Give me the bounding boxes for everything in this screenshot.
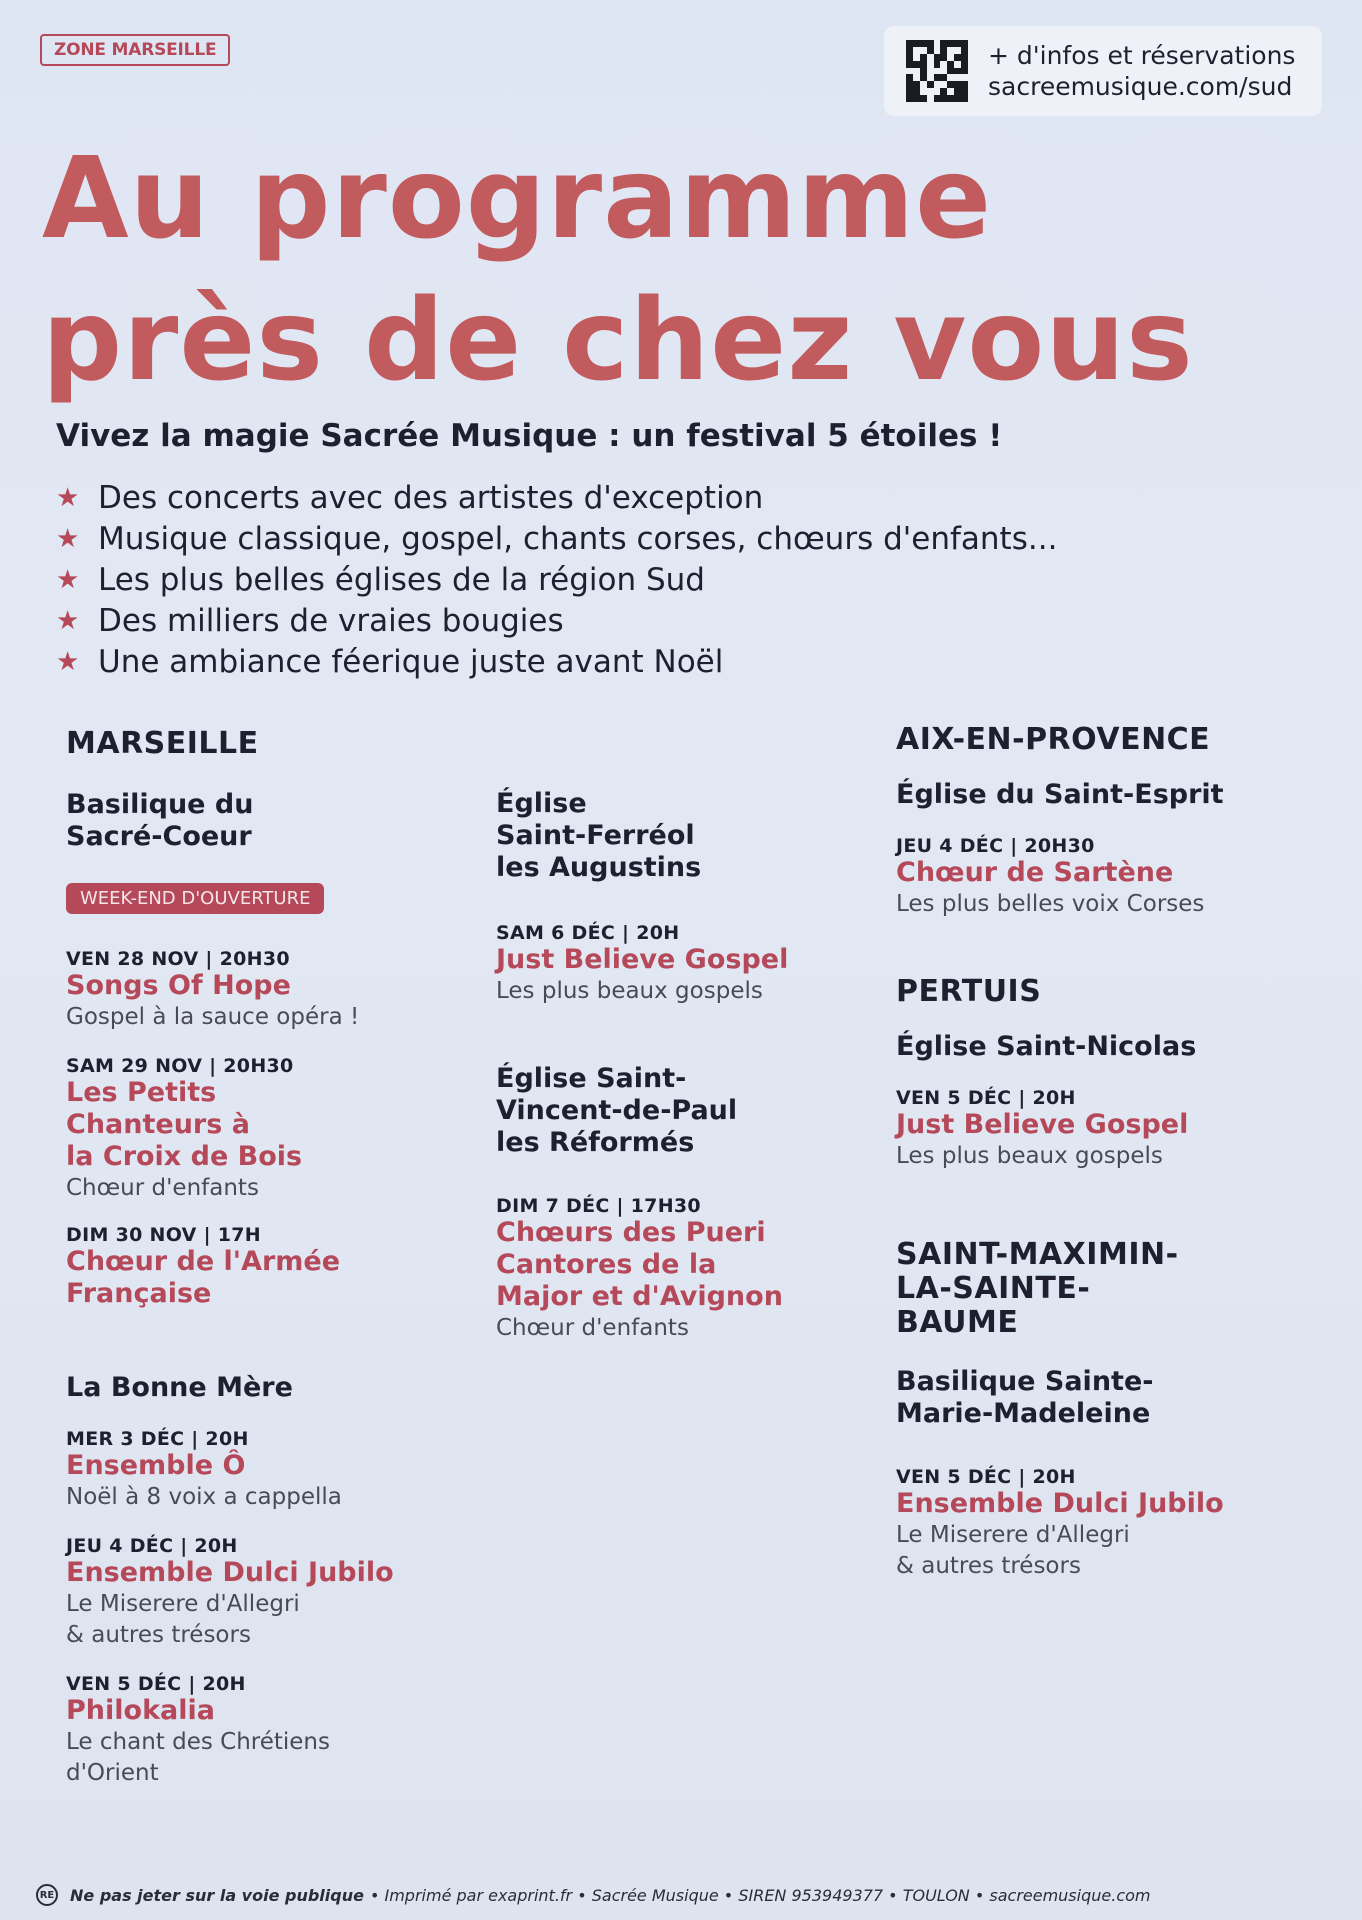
venue-heading: Basilique Sainte- Marie-Madeleine [896, 1366, 1154, 1429]
venue-heading: Église Saint-Nicolas [896, 1031, 1197, 1062]
venue-heading: Église Saint- Vincent-de-Paul les Réformés [496, 1063, 738, 1158]
footer-credits: • Imprimé par exaprint.fr • Sacrée Musique • SIREN 953949377 • TOULON • sacreemusique.com [369, 1885, 1151, 1905]
event-title: Chœur de l'Armée Française [66, 1246, 341, 1309]
event [896, 1466, 1336, 1582]
qr-code-icon[interactable] [906, 40, 968, 102]
event-desc: Chœur d'enfants [66, 1175, 259, 1201]
event [66, 948, 486, 1033]
feature-item: ★ Des concerts avec des artistes d'exception [56, 478, 1057, 519]
feature-item: ★ Des milliers de vraies bougies [56, 601, 1057, 642]
city-heading: AIX-EN-PROVENCE [896, 722, 1211, 757]
event-date: JEU 4 DÉC | 20H [66, 1535, 238, 1557]
event-desc: Le chant des Chrétiens d'Orient [66, 1729, 330, 1786]
event-desc: Les plus belles voix Corses [896, 891, 1205, 917]
opening-weekend-badge: WEEK-END D'OUVERTURE [66, 883, 324, 914]
event-title: Songs Of Hope [66, 970, 291, 1001]
event-date: JEU 4 DÉC | 20H30 [896, 835, 1095, 857]
feature-list [56, 478, 1057, 683]
event-date: VEN 5 DÉC | 20H [896, 1466, 1076, 1488]
city-heading: PERTUIS [896, 974, 1042, 1009]
event [66, 1428, 486, 1513]
venue-heading: Église du Saint-Esprit [896, 779, 1224, 810]
venue-heading: Basilique du Sacré-Coeur [66, 789, 254, 852]
event-title: Ensemble Ô [66, 1450, 246, 1481]
event-desc: Les plus beaux gospels [896, 1143, 1163, 1169]
zone-label: ZONE MARSEILLE [40, 34, 230, 66]
info-line-1: + d'infos et réservations [988, 41, 1296, 70]
event [66, 1224, 486, 1310]
event-date: DIM 7 DÉC | 17H30 [496, 1195, 701, 1217]
event-title: Chœur de Sartène [896, 857, 1174, 888]
headline [42, 128, 1342, 412]
event [66, 1055, 486, 1204]
event-date: SAM 29 NOV | 20H30 [66, 1055, 294, 1077]
footer [36, 1884, 1150, 1906]
event-date: MER 3 DÉC | 20H [66, 1428, 249, 1450]
footer-notice: Ne pas jeter sur la voie publique [70, 1885, 364, 1905]
column-marseille [66, 726, 486, 1789]
intro-text: Vivez la magie Sacrée Musique : un festival 5 étoiles ! [56, 418, 1003, 454]
column-marseille-churches [496, 788, 876, 1344]
event-date: DIM 30 NOV | 17H [66, 1224, 261, 1246]
star-icon: ★ [56, 647, 80, 677]
event-date: VEN 5 DÉC | 20H [66, 1673, 246, 1695]
event-desc: Chœur d'enfants [496, 1315, 689, 1341]
event-title: Just Believe Gospel [496, 944, 789, 975]
event-title: Chœurs des Pueri Cantores de la Major et d'Avignon [496, 1217, 783, 1312]
feature-item: ★ Une ambiance féerique juste avant Noël [56, 642, 1057, 683]
event [496, 922, 876, 1007]
event-desc: Le Miserere d'Allegri & autres trésors [66, 1591, 300, 1648]
headline-line-1: Au programme [42, 134, 993, 264]
event-title: Ensemble Dulci Jubilo [896, 1488, 1224, 1519]
event-title: Ensemble Dulci Jubilo [66, 1557, 394, 1588]
event-desc: Les plus beaux gospels [496, 978, 763, 1004]
feature-item: ★ Musique classique, gospel, chants corses, chœurs d'enfants... [56, 519, 1057, 560]
event-date: VEN 28 NOV | 20H30 [66, 948, 290, 970]
event-title: Just Believe Gospel [896, 1109, 1189, 1140]
event-desc: Gospel à la sauce opéra ! [66, 1004, 360, 1030]
event-desc: Noël à 8 voix a cappella [66, 1484, 342, 1510]
info-box [884, 26, 1322, 116]
info-text [988, 40, 1295, 102]
star-icon: ★ [56, 565, 80, 595]
star-icon: ★ [56, 606, 80, 636]
event-date: VEN 5 DÉC | 20H [896, 1087, 1076, 1109]
star-icon: ★ [56, 524, 80, 554]
event [66, 1535, 486, 1651]
event-title: Les Petits Chanteurs à la Croix de Bois [66, 1077, 303, 1172]
city-heading: MARSEILLE [66, 726, 259, 761]
event-desc: Le Miserere d'Allegri & autres trésors [896, 1522, 1130, 1579]
headline-line-2: près de chez vous [42, 276, 1194, 406]
star-icon: ★ [56, 483, 80, 513]
info-url[interactable]: sacreemusique.com/sud [988, 72, 1293, 101]
feature-item: ★ Les plus belles églises de la région Sud [56, 560, 1057, 601]
event-title: Philokalia [66, 1695, 215, 1726]
event [896, 835, 1336, 920]
event [896, 1087, 1336, 1172]
venue-heading: La Bonne Mère [66, 1372, 293, 1403]
column-other-cities [896, 722, 1336, 1582]
recycle-logo-icon: RE [36, 1884, 58, 1906]
city-heading: SAINT-MAXIMIN- LA-SAINTE- BAUME [896, 1237, 1179, 1340]
event [496, 1195, 876, 1344]
event [66, 1673, 486, 1789]
event-date: SAM 6 DÉC | 20H [496, 922, 680, 944]
venue-heading: Église Saint-Ferréol les Augustins [496, 788, 702, 883]
